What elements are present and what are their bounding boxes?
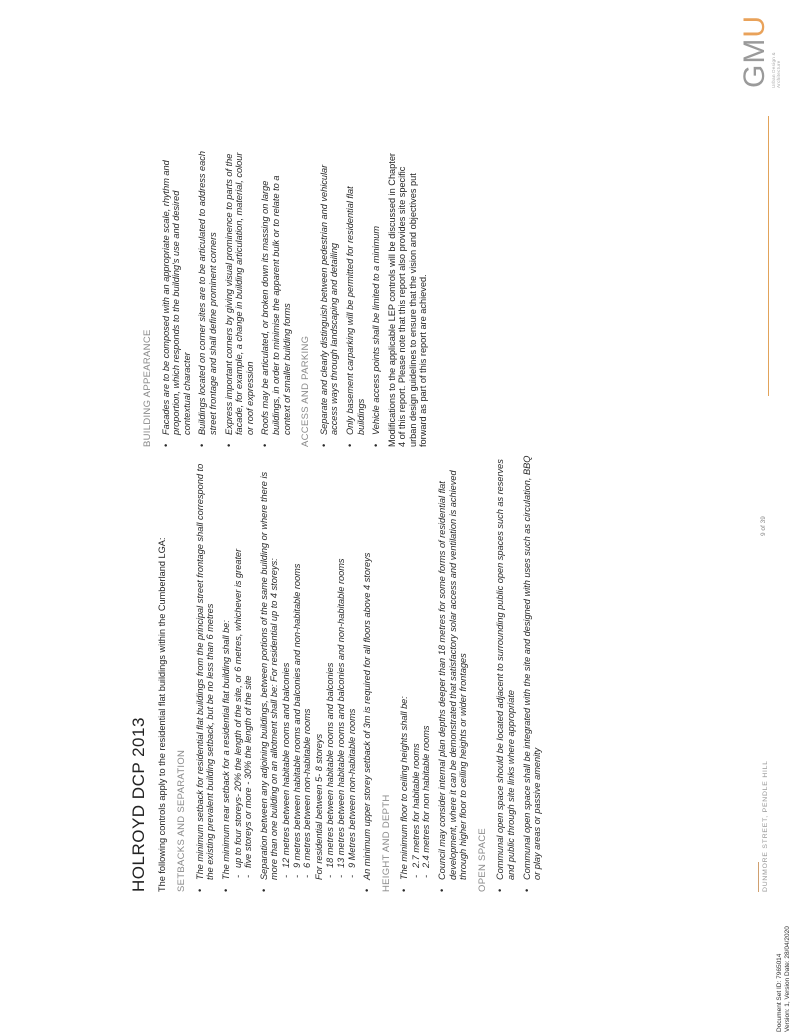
list-item: [224, 150, 256, 447]
sub-list: [325, 454, 357, 880]
list-item-text: Communal open space shall be integrated with the site and designed with uses such as circulation, BBQ or play areas or passive amenity: [521, 455, 543, 880]
list-item-text: Only basement carparking will be permitted for residential flat buildings: [344, 186, 366, 435]
section-heading: BUILDING APPEARANCE: [142, 329, 153, 447]
right-column: [134, 150, 439, 447]
logo-letters: GM: [738, 37, 771, 88]
list-item: [522, 454, 543, 892]
document-set-id: Document Set ID: 7965014: [776, 953, 783, 1032]
left-column: [129, 454, 548, 892]
list-item-text: Council may consider internal plan depths deeper than 18 metres for some forms of residential flat development, where it can be demonstrated that satisfactory solar access and ventilation is achieved through higher floor to ceiling heights or wider frontages: [437, 470, 469, 880]
sub-list-item: - 9 Metres between non-habitable rooms: [347, 454, 358, 880]
sub-list-item: - 6 metres between non-habitable rooms: [302, 454, 313, 880]
list-item-text: An minimum upper storey setback of 3m is required for all floors above 4 storeys: [362, 552, 373, 880]
section-heading: HEIGHT AND DEPTH: [380, 794, 392, 892]
list-item: [195, 454, 216, 892]
sub-list-item: - up to four storeys- 20% the length of the site, or 6 metres, whichever is greater: [233, 454, 244, 880]
list-item: [345, 150, 366, 447]
right-sections: [143, 150, 382, 447]
sub-list-item: - 12 metres between habitable rooms and balconies: [281, 454, 292, 880]
sub-list-item: - 2.4 metres for non habitable rooms: [421, 454, 432, 880]
list-item-text: Facades are to be composed with an appropriate scale, rhythm and proportion, which responds to the building's use and desired contextual character: [160, 160, 192, 435]
list-item: [221, 454, 254, 892]
list-item: [371, 150, 382, 447]
bullet-list: [399, 454, 469, 892]
logo-accent-letter: U: [738, 15, 771, 38]
sub-list-item: - 13 metres between habitable rooms and balconies and non-habitable rooms: [336, 454, 347, 880]
modifications-note: Modifications to the applicable LEP controls will be discussed in Chapter 4 of this report. Please note that this report also provides site specific urban design guidelines to ensure that the vision and objectives put forward as part of this report are achieved.: [386, 153, 429, 447]
list-item-text: The minimum floor to ceiling heights shall be:: [399, 696, 410, 880]
sub-heading: For residential between 5- 8 storeys: [313, 733, 324, 880]
list-item: [259, 454, 357, 892]
sub-list-item: - 18 metres between habitable rooms and balconies: [325, 454, 336, 880]
list-item: [319, 150, 340, 447]
list-item: [495, 454, 516, 892]
header-rule: [768, 116, 769, 396]
list-item-text: Buildings located on corner sites are to be articulated to address each street frontage and shall define prominent corners: [197, 151, 218, 435]
section-heading: OPEN SPACE: [476, 827, 488, 892]
bullet-list: [319, 150, 382, 447]
bullet-list: [161, 150, 293, 447]
sub-list-item: - 9 metres between habitable rooms and balconies and non-habitable rooms: [292, 454, 303, 880]
sub-list-item: - five storeys or more - 30% the length of the site: [243, 454, 254, 880]
list-item-text: The minimum rear setback for a residential flat building shall be:: [220, 620, 231, 880]
list-item: [161, 150, 193, 447]
sub-list: [281, 454, 313, 880]
list-item-text: Roofs may be articulated, or broken down its massing on large buildings, in order to minimise the apparent bulk or to relate to a context of smaller building forms: [260, 175, 292, 435]
footer-address: DUNMORE STREET, PENDLE HILL: [762, 760, 769, 892]
list-item-text: Vehicle access points shall be limited to a minimum: [371, 225, 382, 435]
list-item: [260, 150, 292, 447]
sub-list: [233, 454, 254, 880]
logo-wordmark: [738, 15, 771, 88]
bullet-list: [495, 454, 542, 892]
document-metadata: [776, 926, 791, 1032]
left-sections: [177, 454, 543, 892]
list-item-text: Separation between any adjoining buildings, between portions of the same building or where there is more than one building on an allotment shall be: For residential up to 4 storeys:: [258, 471, 280, 880]
sub-list: [411, 454, 432, 880]
section-heading: ACCESS AND PARKING: [300, 335, 312, 447]
list-item-text: Communal open space should be located adjacent to surrounding public open spaces such as reserves and public through site links where appropriate: [495, 459, 517, 880]
list-item-text: The minimum setback for residential flat buildings from the principal street frontage shall correspond to the existing prevalent building setback, but be no less than 6 metres: [194, 463, 216, 880]
list-item: [437, 454, 469, 892]
list-item: [362, 454, 373, 892]
bullet-list: [195, 454, 373, 892]
footer-divider: [758, 862, 759, 892]
list-item-text: Separate and clearly distinguish between pedestrian and vehicular access ways through landscaping and detailing: [318, 164, 340, 435]
document-version: Version: 1, Version Date: 28/04/2020: [783, 926, 791, 1032]
list-item: [399, 454, 432, 892]
logo-tagline: Urban Design & Architecture: [771, 52, 781, 88]
intro-paragraph: The following controls apply to the residential flat buildings within the Cumberland LGA:: [156, 537, 167, 892]
list-item-text: Express important corners by giving visual prominence to parts of the facade, for example, a change in building articulation, material, colour or roof expression: [223, 152, 255, 435]
page-title: HOLROYD DCP 2013: [129, 717, 148, 892]
page-number: 9 of 39: [760, 516, 767, 536]
gmu-logo: [738, 15, 790, 88]
section-heading: SETBACKS AND SEPARATION: [176, 749, 188, 892]
list-item: [197, 150, 218, 447]
sub-list-item: - 2.7 metres for habitable rooms: [411, 454, 422, 880]
